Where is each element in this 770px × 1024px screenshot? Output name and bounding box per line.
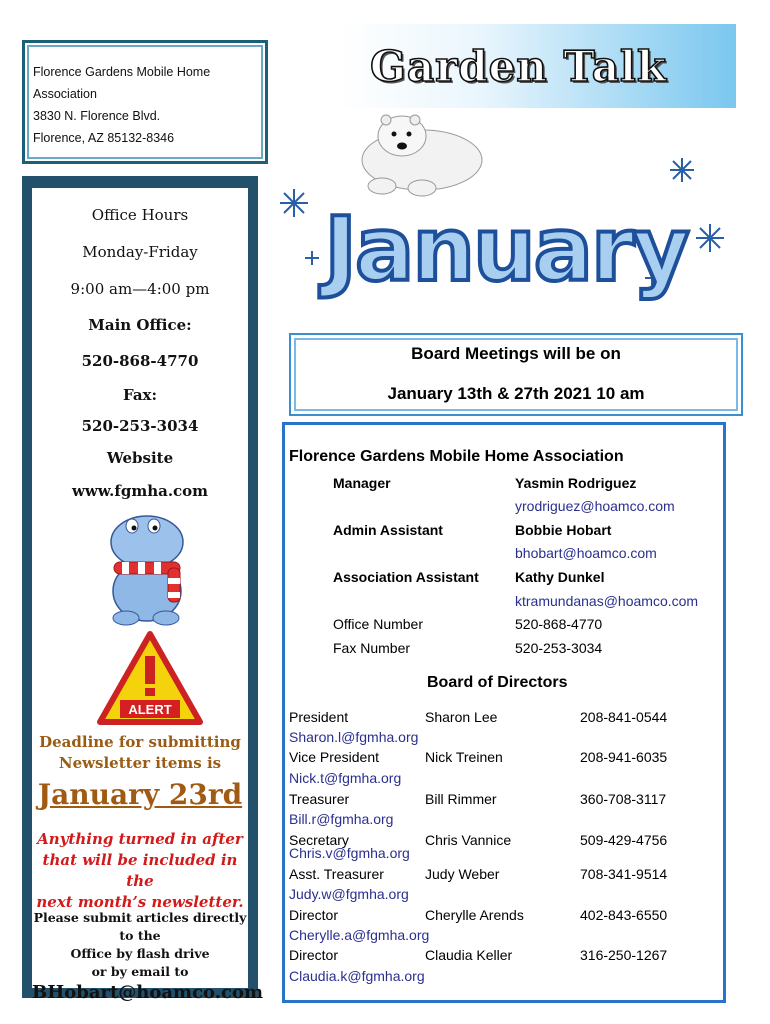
board-title: Board of Directors [427, 674, 568, 691]
meetings-heading: Board Meetings will be on [411, 344, 621, 363]
staff-email[interactable]: ktramundanas@hoamco.com [515, 593, 699, 609]
address-box [22, 40, 268, 164]
submit-line: to the [119, 928, 161, 943]
address-line: 3830 N. Florence Blvd. [33, 109, 161, 123]
submit-line: Office by flash drive [70, 946, 210, 961]
association-directory [282, 422, 726, 1003]
newsletter-title: Garden Talk [370, 42, 667, 91]
submit-line: or by email to [91, 964, 189, 979]
board-position: Vice President [289, 749, 380, 765]
submit-email[interactable]: BHobart@hoamco.com [32, 982, 264, 1003]
staff-name: Kathy Dunkel [515, 569, 605, 585]
deadline-note-line: next month’s newsletter. [36, 893, 244, 911]
board-position: Treasurer [289, 791, 350, 807]
polar-bear-icon [362, 115, 482, 196]
office-hours-title: Office Hours [91, 206, 189, 224]
board-name: Chris Vannice [425, 832, 512, 848]
staff-role: Admin Assistant [333, 522, 443, 538]
deadline-note [32, 829, 248, 913]
address-line: Florence, AZ 85132-8346 [33, 131, 175, 145]
staff-email[interactable]: bhobart@hoamco.com [515, 545, 657, 561]
staff-email[interactable]: yrodriguez@hoamco.com [515, 498, 675, 514]
website-label: Website [106, 449, 174, 467]
board-email[interactable]: Claudia.k@fgmha.org [289, 968, 425, 984]
alert-icon [96, 630, 204, 726]
board-phone: 316-250-1267 [580, 947, 668, 963]
main-office-phone: 520-868-4770 [81, 352, 199, 370]
board-phone: 402-843-6550 [580, 907, 668, 923]
board-email[interactable]: Judy.w@fgmha.org [289, 886, 409, 902]
deadline-note-line: that will be included in the [42, 851, 238, 890]
board-name: Cherylle Arends [425, 907, 524, 923]
alert-label: ALERT [128, 702, 172, 717]
meetings-dates: January 13th & 27th 2021 10 am [387, 384, 645, 403]
office-info-sidebar [22, 176, 264, 1003]
deadline-line: Deadline for submitting [39, 733, 241, 751]
fax-label: Fax: [122, 386, 158, 404]
office-number-label: Office Number [333, 616, 423, 632]
january-banner-art [272, 108, 740, 308]
board-email[interactable]: Bill.r@fgmha.org [289, 811, 394, 827]
board-phone: 208-941-6035 [580, 749, 668, 765]
office-days: Monday-Friday [82, 243, 198, 261]
office-time: 9:00 am—4:00 pm [70, 280, 210, 298]
deadline-date: January 23rd [37, 778, 243, 811]
board-phone: 208-841-0544 [580, 709, 668, 725]
board-name: Bill Rimmer [425, 791, 497, 807]
submit-instructions [32, 909, 248, 981]
board-position: Secretary [289, 832, 349, 848]
fax-number: 520-253-3034 [81, 417, 199, 435]
board-name: Sharon Lee [425, 709, 498, 725]
board-email[interactable]: Chris.v@fgmha.org [289, 845, 410, 861]
association-title: Florence Gardens Mobile Home Association [289, 448, 624, 465]
board-position: Director [289, 907, 339, 923]
deadline-note-line: Anything turned in after [37, 830, 243, 848]
address-line: Florence Gardens Mobile Home [33, 65, 211, 79]
board-position: Asst. Treasurer [289, 866, 384, 882]
website-link[interactable]: www.fgmha.com [71, 482, 209, 500]
board-phone: 509-429-4756 [580, 832, 668, 848]
board-name: Nick Treinen [425, 749, 503, 765]
board-meetings-box [289, 333, 743, 416]
office-number: 520-868-4770 [515, 616, 603, 632]
staff-role: Association Assistant [333, 569, 479, 585]
fax-number-value: 520-253-3034 [515, 640, 603, 656]
main-office-label: Main Office: [88, 316, 192, 334]
board-position: President [289, 709, 349, 725]
deadline-line: Newsletter items is [58, 754, 222, 772]
january-art-text: January [324, 198, 688, 301]
staff-role: Manager [333, 475, 391, 491]
staff-name: Yasmin Rodriguez [515, 475, 637, 491]
hippo-icon [92, 506, 202, 626]
board-email[interactable]: Cherylle.a@fgmha.org [289, 927, 430, 943]
newsletter-banner [340, 24, 736, 108]
deadline-label [32, 732, 248, 774]
board-email[interactable]: Nick.t@fgmha.org [289, 770, 402, 786]
submit-line: Please submit articles directly [33, 910, 247, 925]
board-name: Judy Weber [425, 866, 500, 882]
address-line: Association [33, 87, 97, 101]
board-name: Claudia Keller [425, 947, 513, 963]
staff-name: Bobbie Hobart [515, 522, 612, 538]
board-phone: 708-341-9514 [580, 866, 668, 882]
fax-number-label: Fax Number [333, 640, 411, 656]
board-email[interactable]: Sharon.l@fgmha.org [289, 729, 419, 745]
board-position: Director [289, 947, 339, 963]
board-phone: 360-708-3117 [580, 791, 667, 807]
